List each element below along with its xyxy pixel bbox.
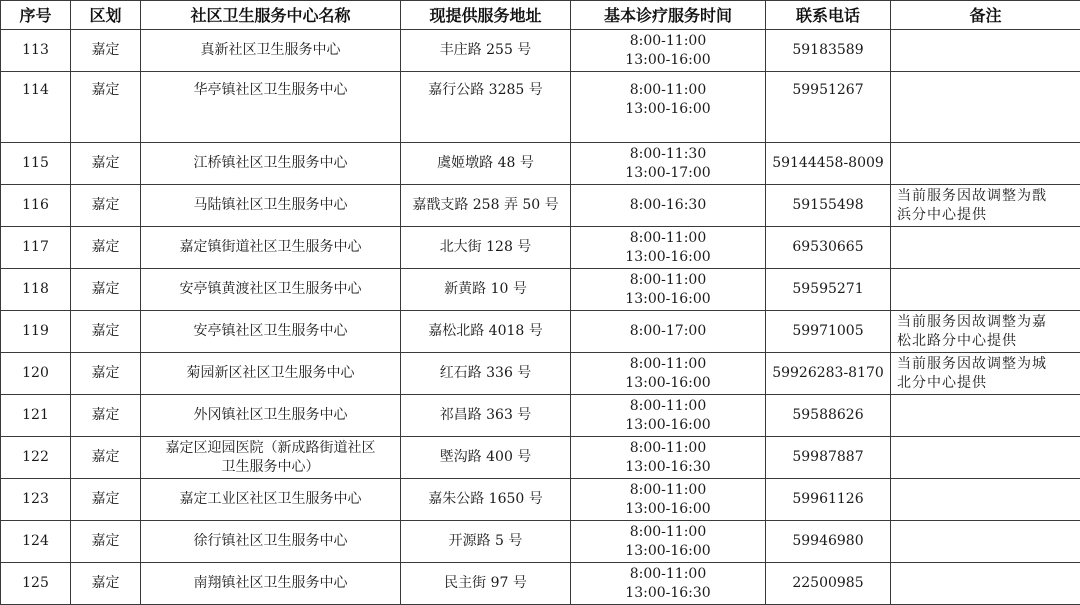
hours-line: 13:00-16:00 bbox=[573, 500, 763, 519]
hours-line: 8:00-11:00 bbox=[573, 32, 763, 51]
row-center-name bbox=[141, 437, 401, 479]
row-center-name bbox=[141, 479, 401, 521]
header-row bbox=[1, 1, 1080, 30]
row-note bbox=[891, 479, 1080, 521]
hours-line: 8:00-11:00 bbox=[573, 523, 763, 542]
row-center-name bbox=[141, 563, 401, 605]
row-district: 嘉定 bbox=[71, 143, 141, 185]
row-district: 嘉定 bbox=[71, 30, 141, 72]
row-center-name bbox=[141, 395, 401, 437]
hours-line: 8:00-11:00 bbox=[573, 439, 763, 458]
hours-line: 13:00-16:30 bbox=[573, 584, 763, 603]
note-line: 当前服务因故调整为戬 bbox=[897, 187, 1078, 206]
row-phone: 22500985 bbox=[766, 563, 891, 605]
row-center-name bbox=[141, 353, 401, 395]
row-phone: 59951267 bbox=[766, 72, 891, 143]
table-row bbox=[1, 563, 1080, 605]
header-index: 序号 bbox=[1, 1, 71, 30]
row-address: 祁昌路 363 号 bbox=[401, 395, 571, 437]
table-row bbox=[1, 30, 1080, 72]
table-row bbox=[1, 395, 1080, 437]
center-name-line: 徐行镇社区卫生服务中心 bbox=[143, 532, 398, 551]
note-line: 当前服务因故调整为嘉 bbox=[897, 313, 1078, 332]
row-index: 125 bbox=[1, 563, 71, 605]
table-row bbox=[1, 72, 1080, 143]
row-address: 丰庄路 255 号 bbox=[401, 30, 571, 72]
row-phone: 59588626 bbox=[766, 395, 891, 437]
row-hours bbox=[571, 437, 766, 479]
table-row bbox=[1, 437, 1080, 479]
row-hours bbox=[571, 227, 766, 269]
row-address: 塈沟路 400 号 bbox=[401, 437, 571, 479]
note-line: 松北路分中心提供 bbox=[897, 332, 1078, 351]
note-line: 浜分中心提供 bbox=[897, 206, 1078, 225]
header-hours: 基本诊疗服务时间 bbox=[571, 1, 766, 30]
row-index: 115 bbox=[1, 143, 71, 185]
hours-line: 13:00-17:00 bbox=[573, 164, 763, 183]
row-district: 嘉定 bbox=[71, 479, 141, 521]
row-district: 嘉定 bbox=[71, 353, 141, 395]
row-note bbox=[891, 437, 1080, 479]
hours-line: 8:00-16:30 bbox=[573, 196, 763, 215]
row-index: 118 bbox=[1, 269, 71, 311]
row-district: 嘉定 bbox=[71, 227, 141, 269]
row-district: 嘉定 bbox=[71, 269, 141, 311]
hours-line: 13:00-16:30 bbox=[573, 458, 763, 477]
row-hours bbox=[571, 353, 766, 395]
row-center-name bbox=[141, 72, 401, 143]
row-phone: 59155498 bbox=[766, 185, 891, 227]
note-line: 当前服务因故调整为城 bbox=[897, 355, 1078, 374]
row-phone: 59946980 bbox=[766, 521, 891, 563]
row-address: 开源路 5 号 bbox=[401, 521, 571, 563]
row-note bbox=[891, 227, 1080, 269]
row-address: 红石路 336 号 bbox=[401, 353, 571, 395]
row-address: 嘉松北路 4018 号 bbox=[401, 311, 571, 353]
center-name-line: 马陆镇社区卫生服务中心 bbox=[143, 196, 398, 215]
note-line: 北分中心提供 bbox=[897, 374, 1078, 393]
table-row bbox=[1, 227, 1080, 269]
row-note bbox=[891, 143, 1080, 185]
row-address: 新黄路 10 号 bbox=[401, 269, 571, 311]
row-note bbox=[891, 311, 1080, 353]
hours-line: 8:00-11:30 bbox=[573, 145, 763, 164]
row-note bbox=[891, 30, 1080, 72]
row-note bbox=[891, 185, 1080, 227]
hours-line: 13:00-16:00 bbox=[573, 290, 763, 309]
row-phone: 59987887 bbox=[766, 437, 891, 479]
row-index: 123 bbox=[1, 479, 71, 521]
row-hours bbox=[571, 269, 766, 311]
row-phone: 69530665 bbox=[766, 227, 891, 269]
row-district: 嘉定 bbox=[71, 185, 141, 227]
row-hours bbox=[571, 185, 766, 227]
hours-line: 8:00-11:00 bbox=[573, 397, 763, 416]
row-phone: 59144458-8009 bbox=[766, 143, 891, 185]
row-index: 119 bbox=[1, 311, 71, 353]
row-district: 嘉定 bbox=[71, 521, 141, 563]
table-row bbox=[1, 269, 1080, 311]
hours-line: 13:00-16:00 bbox=[573, 100, 763, 119]
row-district: 嘉定 bbox=[71, 563, 141, 605]
row-district: 嘉定 bbox=[71, 72, 141, 143]
row-address: 北大街 128 号 bbox=[401, 227, 571, 269]
row-index: 114 bbox=[1, 72, 71, 143]
hours-line: 8:00-11:00 bbox=[573, 81, 763, 100]
table-row bbox=[1, 185, 1080, 227]
hours-line: 8:00-17:00 bbox=[573, 322, 763, 341]
row-hours bbox=[571, 30, 766, 72]
header-phone: 联系电话 bbox=[766, 1, 891, 30]
row-hours bbox=[571, 521, 766, 563]
row-index: 120 bbox=[1, 353, 71, 395]
row-phone: 59961126 bbox=[766, 479, 891, 521]
hours-line: 13:00-16:00 bbox=[573, 542, 763, 561]
hours-line: 8:00-11:00 bbox=[573, 271, 763, 290]
header-center-name: 社区卫生服务中心名称 bbox=[141, 1, 401, 30]
row-district: 嘉定 bbox=[71, 311, 141, 353]
row-hours bbox=[571, 563, 766, 605]
row-index: 124 bbox=[1, 521, 71, 563]
row-note bbox=[891, 521, 1080, 563]
hours-line: 13:00-16:00 bbox=[573, 416, 763, 435]
row-address: 民主街 97 号 bbox=[401, 563, 571, 605]
center-name-line: 真新社区卫生服务中心 bbox=[143, 41, 398, 60]
hours-line: 8:00-11:00 bbox=[573, 229, 763, 248]
row-index: 117 bbox=[1, 227, 71, 269]
table-row bbox=[1, 521, 1080, 563]
header-district: 区划 bbox=[71, 1, 141, 30]
row-index: 113 bbox=[1, 30, 71, 72]
center-name-line: 嘉定工业区社区卫生服务中心 bbox=[143, 490, 398, 509]
row-hours bbox=[571, 72, 766, 143]
row-district: 嘉定 bbox=[71, 437, 141, 479]
row-phone: 59926283-8170 bbox=[766, 353, 891, 395]
row-note bbox=[891, 269, 1080, 311]
row-center-name bbox=[141, 311, 401, 353]
hours-line: 13:00-16:00 bbox=[573, 51, 763, 70]
row-address: 嘉朱公路 1650 号 bbox=[401, 479, 571, 521]
row-center-name bbox=[141, 269, 401, 311]
hours-line: 8:00-11:00 bbox=[573, 481, 763, 500]
row-hours bbox=[571, 143, 766, 185]
table-row bbox=[1, 143, 1080, 185]
row-note bbox=[891, 353, 1080, 395]
row-phone: 59183589 bbox=[766, 30, 891, 72]
row-address: 嘉戬支路 258 弄 50 号 bbox=[401, 185, 571, 227]
center-name-line: 卫生服务中心） bbox=[143, 458, 398, 477]
hours-line: 8:00-11:00 bbox=[573, 355, 763, 374]
row-note bbox=[891, 395, 1080, 437]
row-hours bbox=[571, 311, 766, 353]
row-center-name bbox=[141, 143, 401, 185]
row-phone: 59595271 bbox=[766, 269, 891, 311]
header-address: 现提供服务地址 bbox=[401, 1, 571, 30]
center-name-line: 安亭镇黄渡社区卫生服务中心 bbox=[143, 280, 398, 299]
center-name-line: 江桥镇社区卫生服务中心 bbox=[143, 154, 398, 173]
row-hours bbox=[571, 395, 766, 437]
row-note bbox=[891, 72, 1080, 143]
center-name-line: 华亭镇社区卫生服务中心 bbox=[143, 81, 398, 100]
center-name-line: 嘉定区迎园医院（新成路街道社区 bbox=[143, 439, 398, 458]
hours-line: 8:00-11:00 bbox=[573, 565, 763, 584]
row-center-name bbox=[141, 521, 401, 563]
table-row bbox=[1, 353, 1080, 395]
row-note bbox=[891, 563, 1080, 605]
header-note: 备注 bbox=[891, 1, 1080, 30]
row-address: 虞姬墩路 48 号 bbox=[401, 143, 571, 185]
row-address: 嘉行公路 3285 号 bbox=[401, 72, 571, 143]
row-center-name bbox=[141, 30, 401, 72]
row-district: 嘉定 bbox=[71, 395, 141, 437]
center-name-line: 外冈镇社区卫生服务中心 bbox=[143, 406, 398, 425]
table-row bbox=[1, 311, 1080, 353]
center-name-line: 嘉定镇街道社区卫生服务中心 bbox=[143, 238, 398, 257]
hours-line: 13:00-16:00 bbox=[573, 374, 763, 393]
row-phone: 59971005 bbox=[766, 311, 891, 353]
row-index: 116 bbox=[1, 185, 71, 227]
center-name-line: 南翔镇社区卫生服务中心 bbox=[143, 574, 398, 593]
row-center-name bbox=[141, 185, 401, 227]
row-hours bbox=[571, 479, 766, 521]
table-row bbox=[1, 479, 1080, 521]
center-name-line: 菊园新区社区卫生服务中心 bbox=[143, 364, 398, 383]
hours-line: 13:00-16:00 bbox=[573, 248, 763, 267]
center-name-line: 安亭镇社区卫生服务中心 bbox=[143, 322, 398, 341]
row-index: 121 bbox=[1, 395, 71, 437]
row-center-name bbox=[141, 227, 401, 269]
row-index: 122 bbox=[1, 437, 71, 479]
